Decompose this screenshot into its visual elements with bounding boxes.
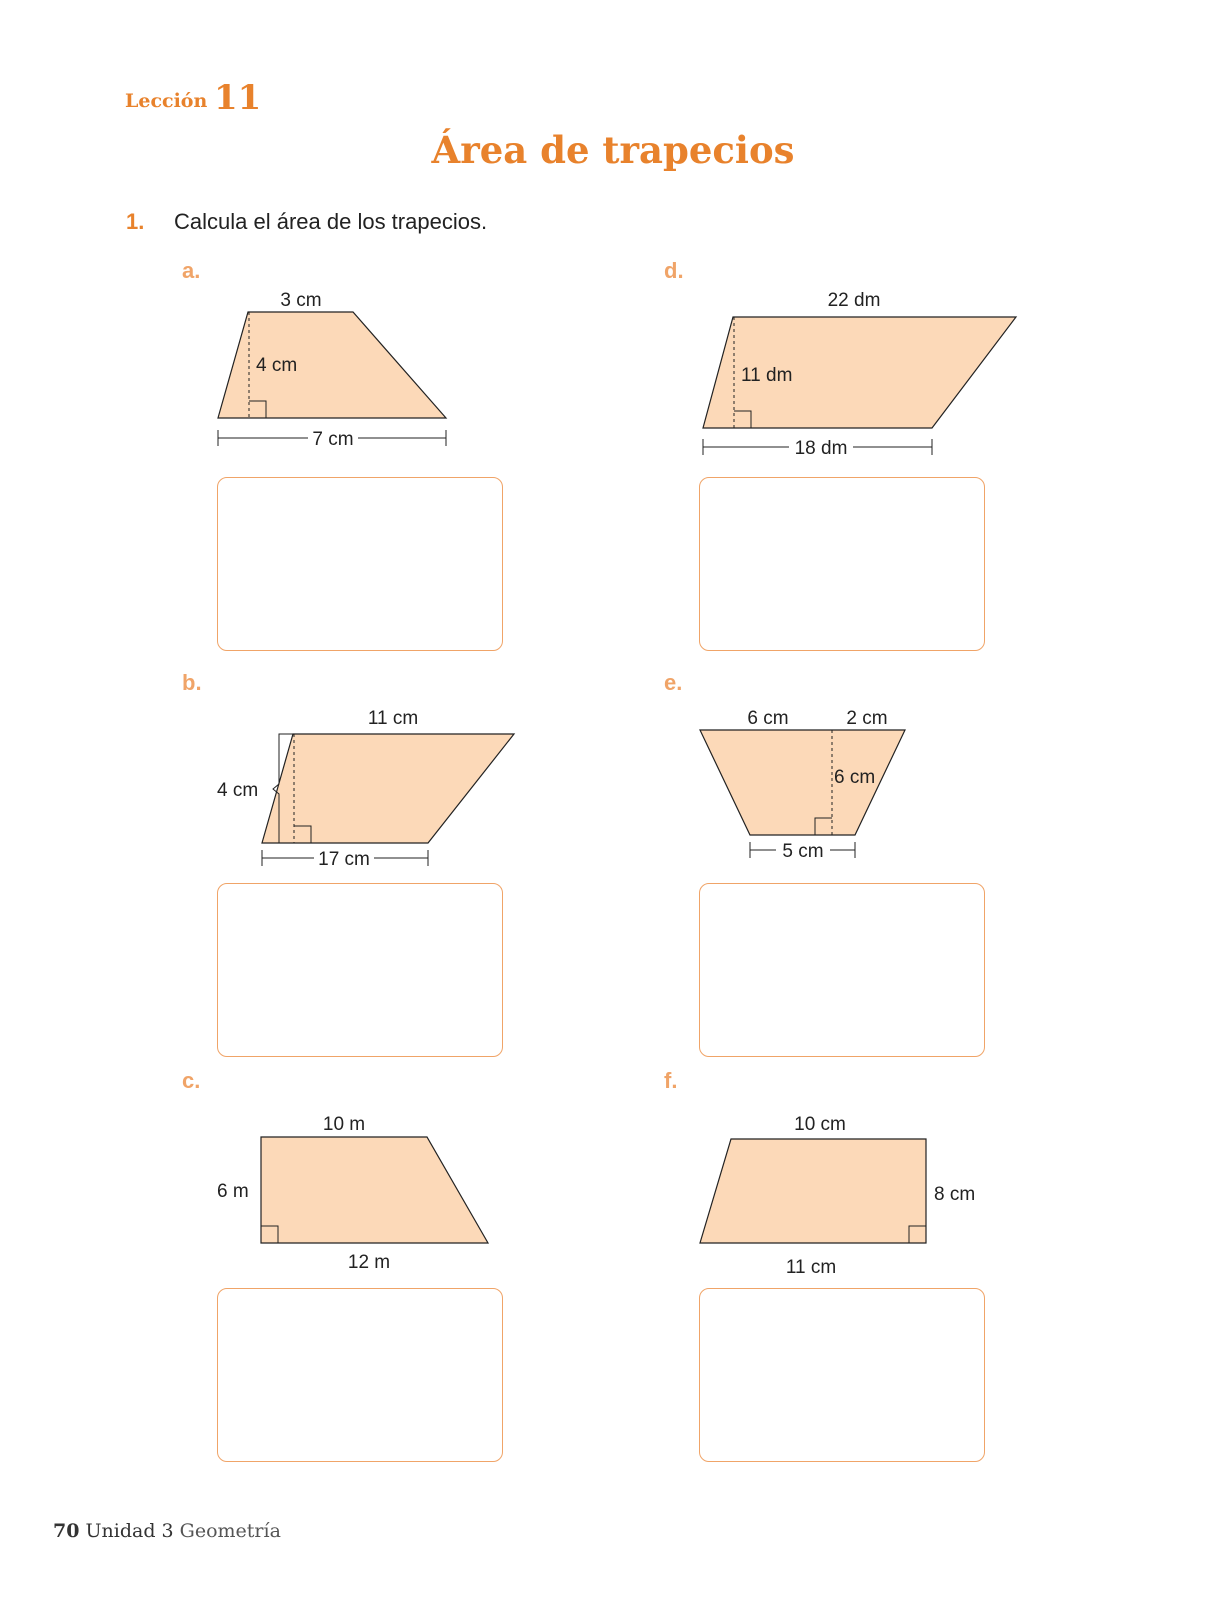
label-b-top: 11 cm bbox=[367, 708, 419, 729]
answer-box-c[interactable] bbox=[217, 1288, 503, 1462]
label-d-height: 11 dm bbox=[741, 365, 793, 386]
footer-topic: Geometría bbox=[179, 1520, 281, 1542]
label-d-top: 22 dm bbox=[827, 290, 881, 311]
answer-box-a[interactable] bbox=[217, 477, 503, 651]
label-e-top-left: 6 cm bbox=[747, 708, 789, 729]
exercise-number: 1. bbox=[126, 209, 145, 234]
answer-box-f[interactable] bbox=[699, 1288, 985, 1462]
trapezoid-f bbox=[700, 1114, 975, 1278]
label-f-base: 11 cm bbox=[785, 1257, 837, 1278]
answer-box-d[interactable] bbox=[699, 477, 985, 651]
label-e-height: 6 cm bbox=[834, 767, 876, 788]
footer-unit: Unidad 3 bbox=[85, 1520, 174, 1542]
trapezoid-c bbox=[217, 1114, 488, 1273]
answer-box-e[interactable] bbox=[699, 883, 985, 1057]
label-a-height: 4 cm bbox=[256, 355, 298, 376]
page-number: 70 bbox=[53, 1520, 80, 1542]
lesson-number: 11 bbox=[214, 78, 262, 118]
label-a-base: 7 cm bbox=[312, 429, 354, 450]
label-b-height: 4 cm bbox=[217, 780, 259, 801]
label-f-top: 10 cm bbox=[794, 1114, 846, 1135]
page-title: Área de trapecios bbox=[431, 128, 795, 172]
label-c-top: 10 m bbox=[322, 1114, 366, 1135]
page-footer bbox=[53, 1520, 281, 1542]
label-c-base: 12 m bbox=[347, 1252, 391, 1273]
trapezoid-b bbox=[217, 708, 514, 870]
item-letter-e: e. bbox=[664, 670, 683, 695]
item-letter-f: f. bbox=[664, 1068, 678, 1093]
label-d-base: 18 dm bbox=[794, 438, 848, 459]
lesson-label: Lección bbox=[125, 90, 208, 112]
label-b-base: 17 cm bbox=[318, 849, 370, 870]
label-a-top: 3 cm bbox=[280, 290, 322, 311]
label-e-base: 5 cm bbox=[782, 841, 824, 862]
trapezoid-e bbox=[700, 708, 905, 862]
label-f-height: 8 cm bbox=[934, 1184, 976, 1205]
label-e-top-right: 2 cm bbox=[846, 708, 888, 729]
label-c-height: 6 m bbox=[217, 1181, 249, 1202]
trapezoid-d bbox=[703, 290, 1016, 459]
trapezoid-a bbox=[218, 290, 446, 450]
exercise-instruction: Calcula el área de los trapecios. bbox=[174, 209, 488, 234]
item-letter-b: b. bbox=[182, 670, 202, 695]
answer-box-b[interactable] bbox=[217, 883, 503, 1057]
item-letter-d: d. bbox=[664, 258, 684, 283]
item-letter-c: c. bbox=[182, 1068, 201, 1093]
item-letter-a: a. bbox=[182, 258, 201, 283]
